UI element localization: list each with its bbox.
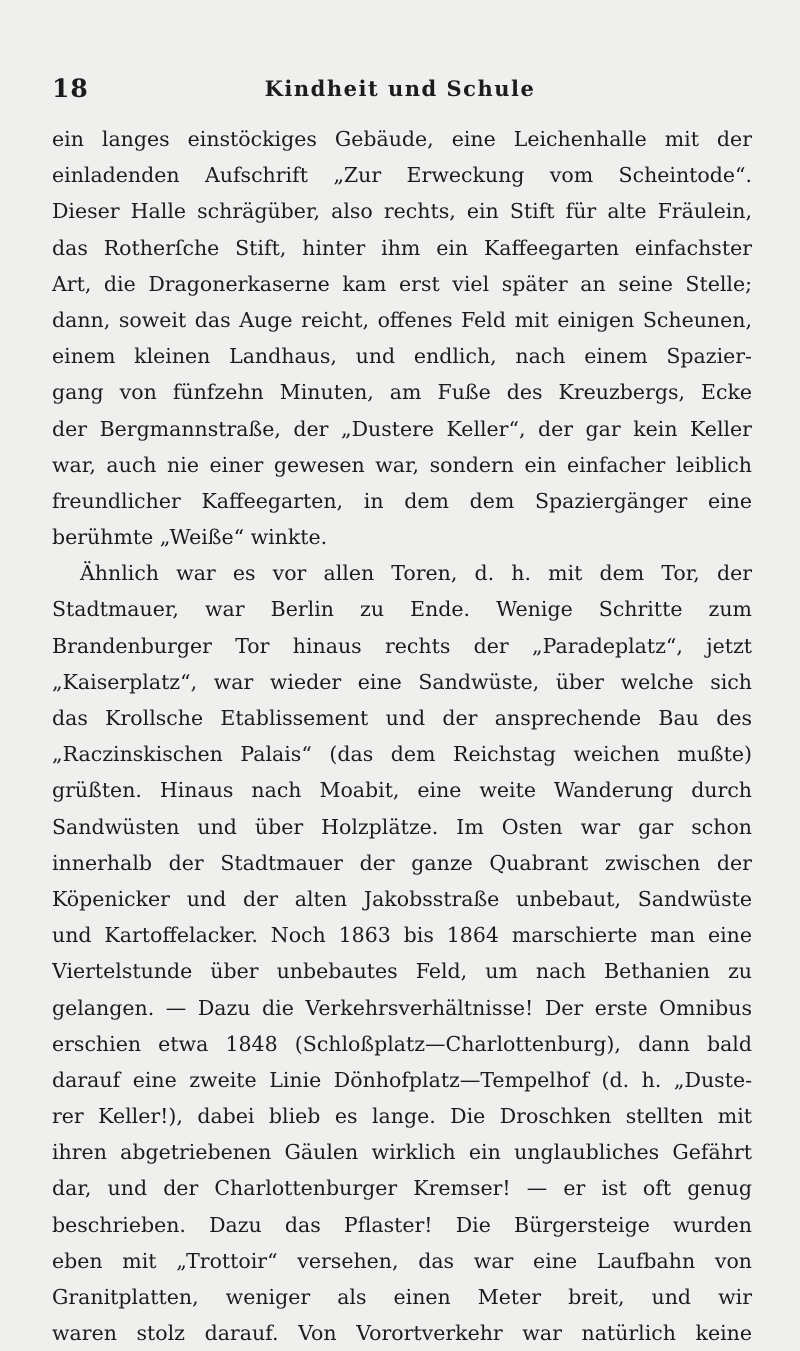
- text-line: Sandwüsten und über Holzplätze. Im Osten war gar schon: [52, 814, 752, 839]
- text-line: freundlicher Kaffeegarten, in dem dem Spaziergänger eine: [52, 488, 752, 513]
- text-line: ein langes einstöckiges Gebäude, eine Leichenhalle mit der: [52, 127, 752, 151]
- text-line: einem kleinen Landhaus, und endlich, nach einem Spazier-: [52, 344, 752, 369]
- text-line: waren stolz darauf. Von Vorortverkehr war natürlich keine: [52, 1321, 752, 1346]
- text-line: gang von fünfzehn Minuten, am Fuße des Kreuzbergs, Ecke: [52, 380, 752, 405]
- text-line: grüßten. Hinaus nach Moabit, eine weite Wanderung durch: [52, 778, 752, 803]
- text-line: darauf eine zweite Linie Dönhofplatz—Tempelhof (d. h. „Duste-: [52, 1067, 752, 1092]
- text-line: und Kartoffelacker. Noch 1863 bis 1864 marschierte man eine: [52, 923, 752, 948]
- running-head: Kindheit und Schule: [264, 76, 536, 101]
- paragraph: [52, 121, 752, 555]
- text-line: gelangen. — Dazu die Verkehrsverhältnisse! Der erste Omnibus: [52, 995, 752, 1020]
- page-number: 18: [52, 74, 89, 103]
- body-text: [52, 121, 752, 1351]
- text-line: „Raczinskischen Palais“ (das dem Reichstag weichen mußte): [52, 742, 752, 767]
- text-line: dann, soweit das Auge reicht, offenes Feld mit einigen Scheunen,: [52, 307, 752, 332]
- text-line: beschrieben. Dazu das Pflaster! Die Bürgersteige wurden: [52, 1212, 752, 1237]
- text-line: Stadtmauer, war Berlin zu Ende. Wenige Schritte zum: [52, 597, 752, 622]
- text-line: ihren abgetriebenen Gäulen wirklich ein unglaubliches Gefährt: [52, 1140, 752, 1165]
- text-line: war, auch nie einer gewesen war, sondern ein einfacher leiblich: [52, 452, 752, 477]
- text-line: dar, und der Charlottenburger Kremser! — er ist oft genug: [52, 1176, 752, 1201]
- text-line: einladenden Aufschrift „Zur Erweckung vom Scheintode“.: [52, 163, 752, 188]
- text-line: das Krollsche Etablissement und der ansprechende Bau des: [52, 706, 752, 730]
- page-header: [52, 74, 748, 114]
- text-line: „Kaiserplatz“, war wieder eine Sandwüste, über welche sich: [52, 669, 752, 694]
- text-line: das Rotherſche Stift, hinter ihm ein Kaffeegarten einfachster: [52, 235, 752, 260]
- text-line: innerhalb der Stadtmauer der ganze Quabrant zwischen der: [52, 850, 752, 875]
- text-line: der Bergmannstraße, der „Dustere Keller“, der gar kein Keller: [52, 416, 752, 441]
- text-line: berühmte „Weiße“ winkte.: [52, 525, 328, 550]
- text-line: Art, die Dragonerkaserne kam erst viel später an seine Stelle;: [52, 271, 752, 296]
- text-line: erschien etwa 1848 (Schloßplatz—Charlottenburg), dann bald: [52, 1031, 752, 1056]
- text-line: Dieser Halle schrägüber, also rechts, ein Stift für alte Fräulein,: [52, 199, 752, 224]
- text-line: eben mit „Trottoir“ versehen, das war eine Laufbahn von: [52, 1248, 752, 1273]
- text-line: Viertelstunde über unbebautes Feld, um nach Bethanien zu: [52, 959, 752, 984]
- text-line: Ähnlich war es vor allen Toren, d. h. mit dem Tor, der: [80, 561, 752, 586]
- text-line: Granitplatten, weniger als einen Meter breit, und wir: [52, 1285, 752, 1309]
- text-line: Brandenburger Tor hinaus rechts der „Paradeplatz“, jetzt: [52, 633, 752, 658]
- paragraph: [52, 555, 752, 1351]
- text-line: rer Keller!), dabei blieb es lange. Die Droschken stellten mit: [52, 1104, 752, 1129]
- text-line: Köpenicker und der alten Jakobsstraße unbebaut, Sandwüste: [52, 886, 752, 911]
